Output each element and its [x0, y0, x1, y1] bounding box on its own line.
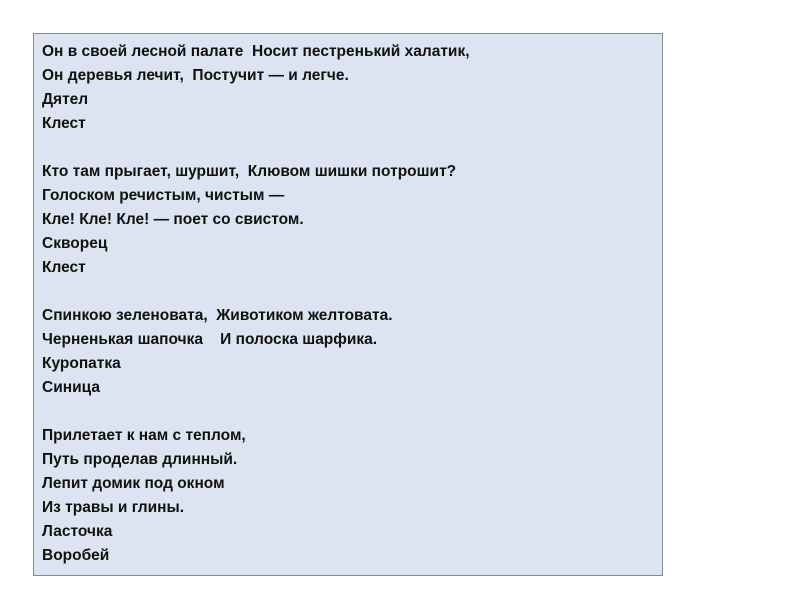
riddle-line: Голоском речистым, чистым —: [42, 187, 285, 204]
riddle-1: [42, 40, 654, 136]
answer-option: Скворец: [42, 235, 108, 252]
riddle-line: Кто там прыгает, шуршит, Клювом шишки потрошит?: [42, 163, 457, 180]
answer-option: Воробей: [42, 547, 110, 564]
riddle-line: Прилетает к нам с теплом,: [42, 427, 246, 444]
riddle-line: Черненькая шапочка И полоска шарфика.: [42, 331, 378, 348]
riddle-line: Спинкою зеленовата, Животиком желтовата.: [42, 307, 393, 324]
riddle-line: Он деревья лечит, Постучит — и легче.: [42, 67, 349, 84]
answer-option: Синица: [42, 379, 100, 396]
answer-option: Дятел: [42, 91, 89, 108]
riddle-2: [42, 160, 654, 280]
answer-option: Ласточка: [42, 523, 113, 540]
riddle-3: [42, 304, 654, 400]
riddle-line: Лепит домик под окном: [42, 475, 225, 492]
riddle-line: Кле! Кле! Кле! — поет со свистом.: [42, 211, 304, 228]
riddles-text-box: [33, 33, 663, 576]
riddle-line: Путь проделав длинный.: [42, 451, 238, 468]
riddle-line: Из травы и глины.: [42, 499, 185, 516]
answer-option: Куропатка: [42, 355, 121, 372]
riddle-4: [42, 424, 654, 568]
riddle-line: Он в своей лесной палате Носит пестренький халатик,: [42, 43, 470, 60]
answer-option: Клест: [42, 115, 86, 132]
answer-option: Клест: [42, 259, 86, 276]
